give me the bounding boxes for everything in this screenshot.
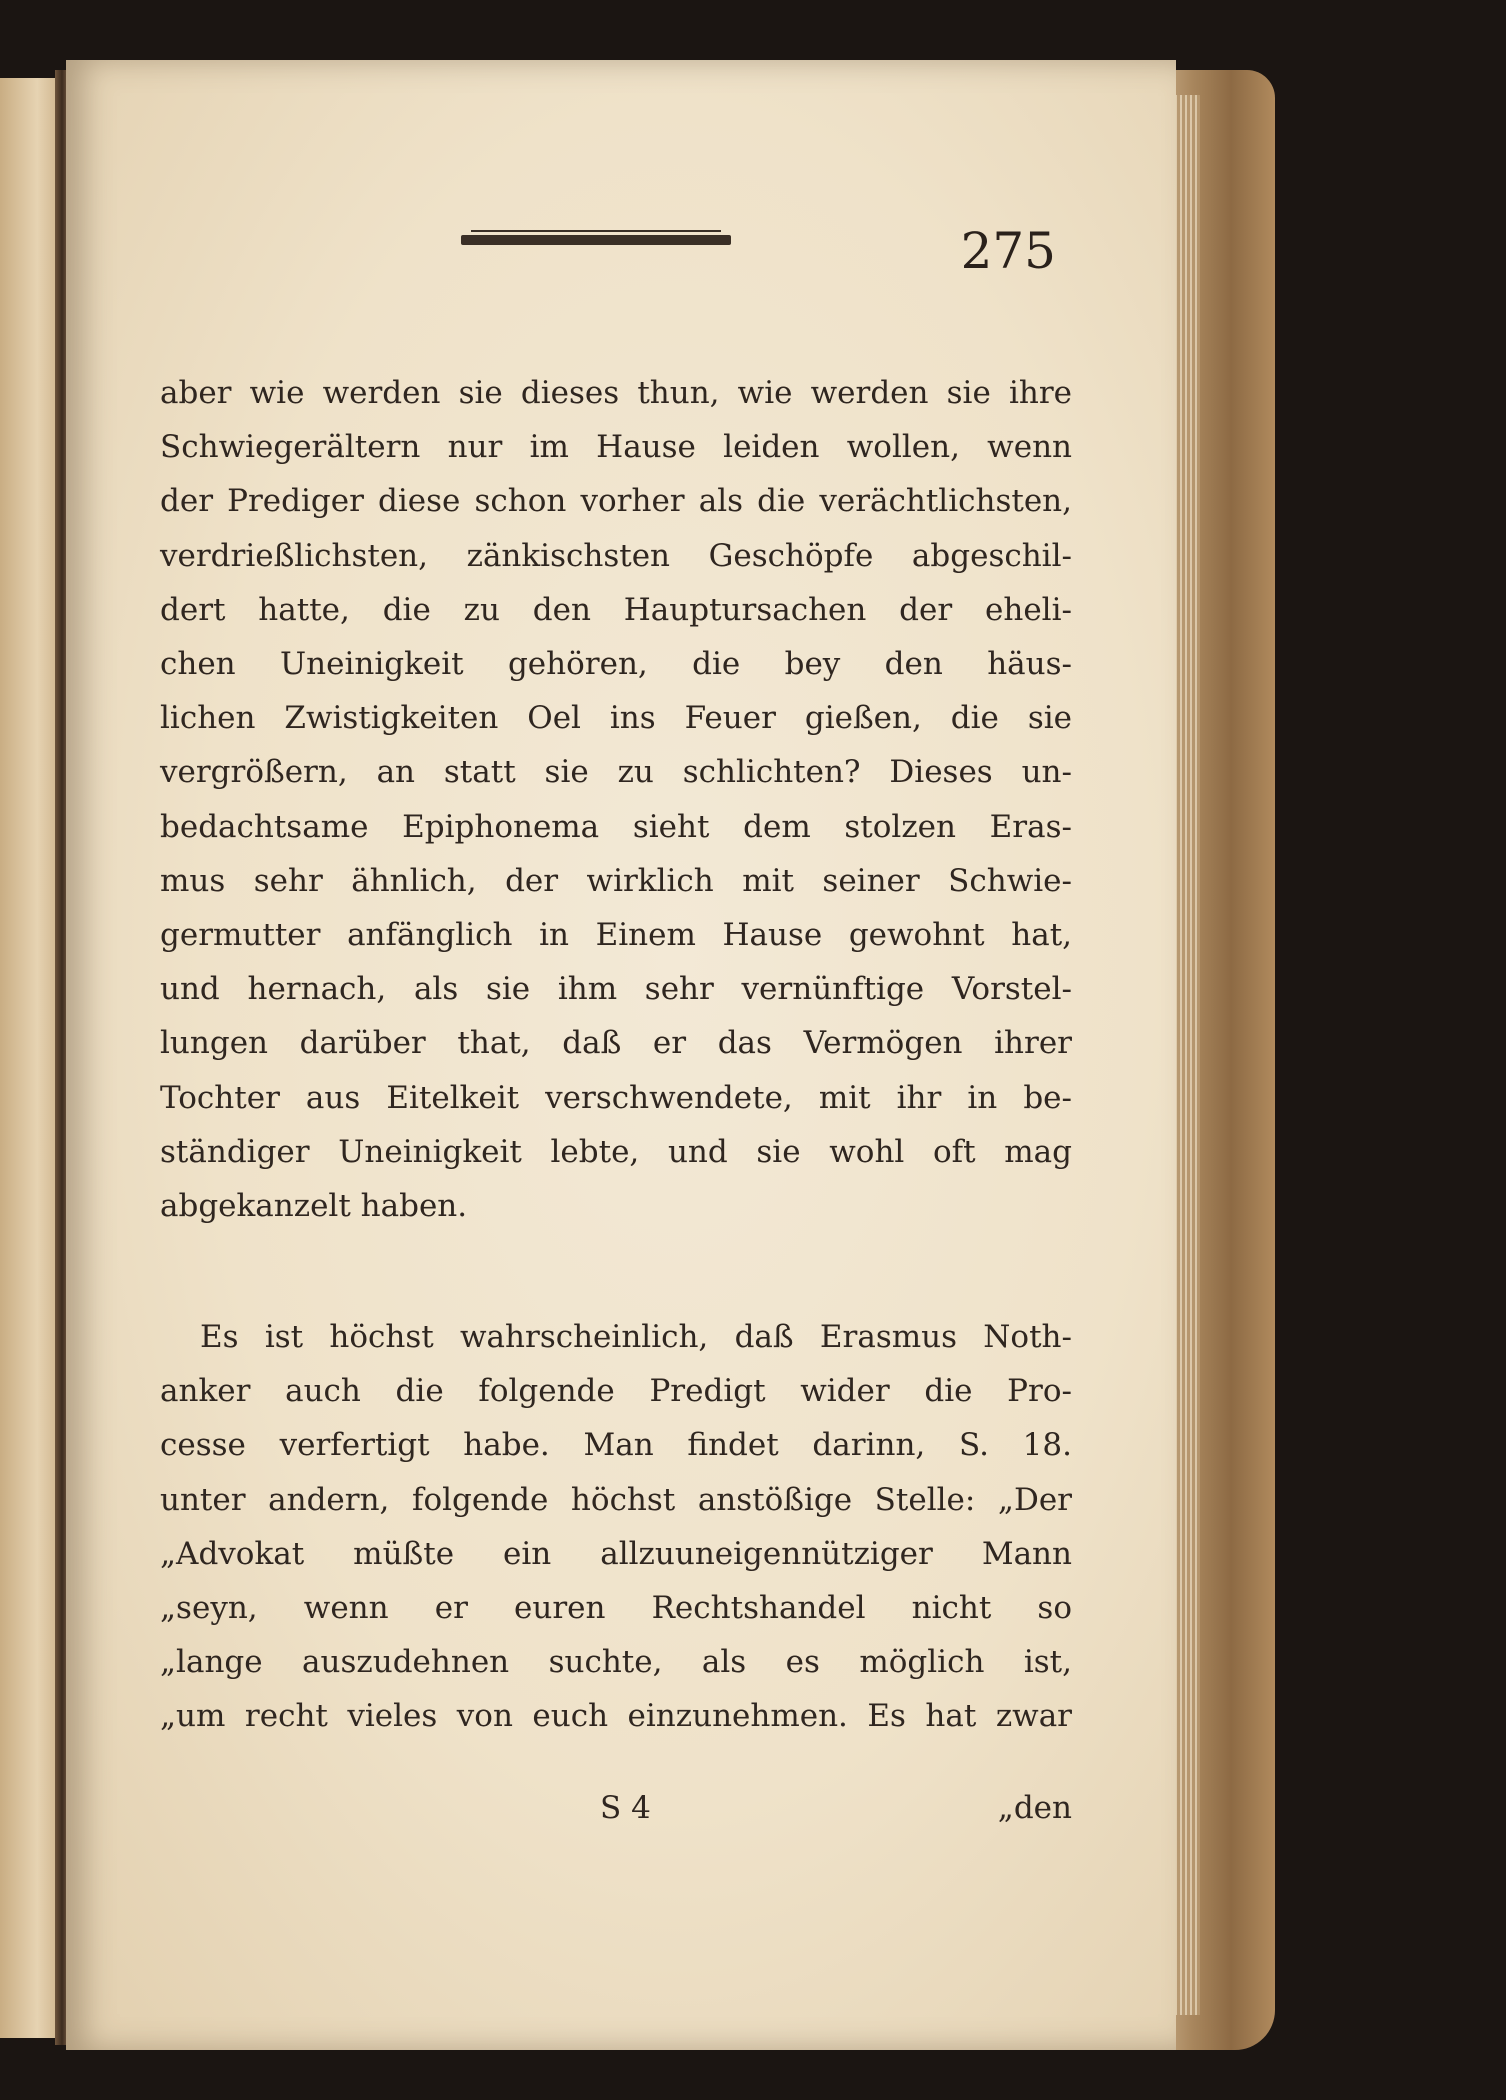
text-line: unter andern, folgende höchst anstößige Stelle: „Der (160, 1481, 1072, 1518)
text-line: bedachtsame Epiphonema sieht dem stolzen Eras- (160, 808, 1072, 845)
text-line: anker auch die folgende Predigt wider die Pro- (160, 1373, 1072, 1410)
paragraph-2 (160, 1310, 1072, 1744)
paragraph-1 (160, 366, 1072, 1233)
text-line: vergrößern, an statt sie zu schlichten? Dieses un- (160, 754, 1072, 791)
text-line: der Prediger diese schon vorher als die verächtlichsten, (160, 483, 1072, 520)
page-footer (160, 1790, 1072, 1840)
page-number: 275 (960, 222, 1056, 280)
text-line: mus sehr ähnlich, der wirklich mit seiner Schwie- (160, 862, 1072, 899)
text-line: dert hatte, die zu den Hauptursachen der eheli- (160, 591, 1072, 628)
book-page (66, 60, 1176, 2050)
signature-mark: S 4 (600, 1790, 651, 1826)
text-line: chen Uneinigkeit gehören, die bey den häus- (160, 646, 1072, 683)
text-line: aber wie werden sie dieses thun, wie werden sie ihre (160, 375, 1072, 411)
text-line: „lange auszudehnen suchte, als es möglich ist, (160, 1644, 1072, 1681)
text-line: Tochter aus Eitelkeit verschwendete, mit ihr in be- (160, 1079, 1072, 1116)
text-line: lichen Zwistigkeiten Oel ins Feuer gießen, die sie (160, 700, 1072, 737)
text-line: verdrießlichsten, zänkischsten Geschöpfe abgeschil- (160, 537, 1072, 574)
text-line: germutter anfänglich in Einem Hause gewohnt hat, (160, 917, 1072, 954)
text-line: „um recht vieles von euch einzunehmen. Es hat zwar (160, 1698, 1072, 1735)
text-line: lungen darüber that, daß er das Vermögen ihrer (160, 1025, 1072, 1062)
text-line: Schwiegerältern nur im Hause leiden wollen, wenn (160, 429, 1072, 466)
text-line: cesse verfertigt habe. Man findet darinn, S. 18. (160, 1427, 1072, 1464)
text-line: ständiger Uneinigkeit lebte, und sie wohl oft mag (160, 1133, 1072, 1170)
header-ornament-rule (461, 235, 731, 245)
text-line: und hernach, als sie ihm sehr vernünftige Vorstel- (160, 971, 1072, 1008)
text-line: abgekanzelt haben. (160, 1188, 468, 1225)
text-line: „seyn, wenn er euren Rechtshandel nicht so (160, 1590, 1072, 1627)
text-line: Es ist höchst wahrscheinlich, daß Erasmus Noth- (200, 1319, 1072, 1355)
catchword: „den (997, 1790, 1072, 1826)
text-line: „Advokat müßte ein allzuuneigennütziger Mann (160, 1535, 1072, 1572)
